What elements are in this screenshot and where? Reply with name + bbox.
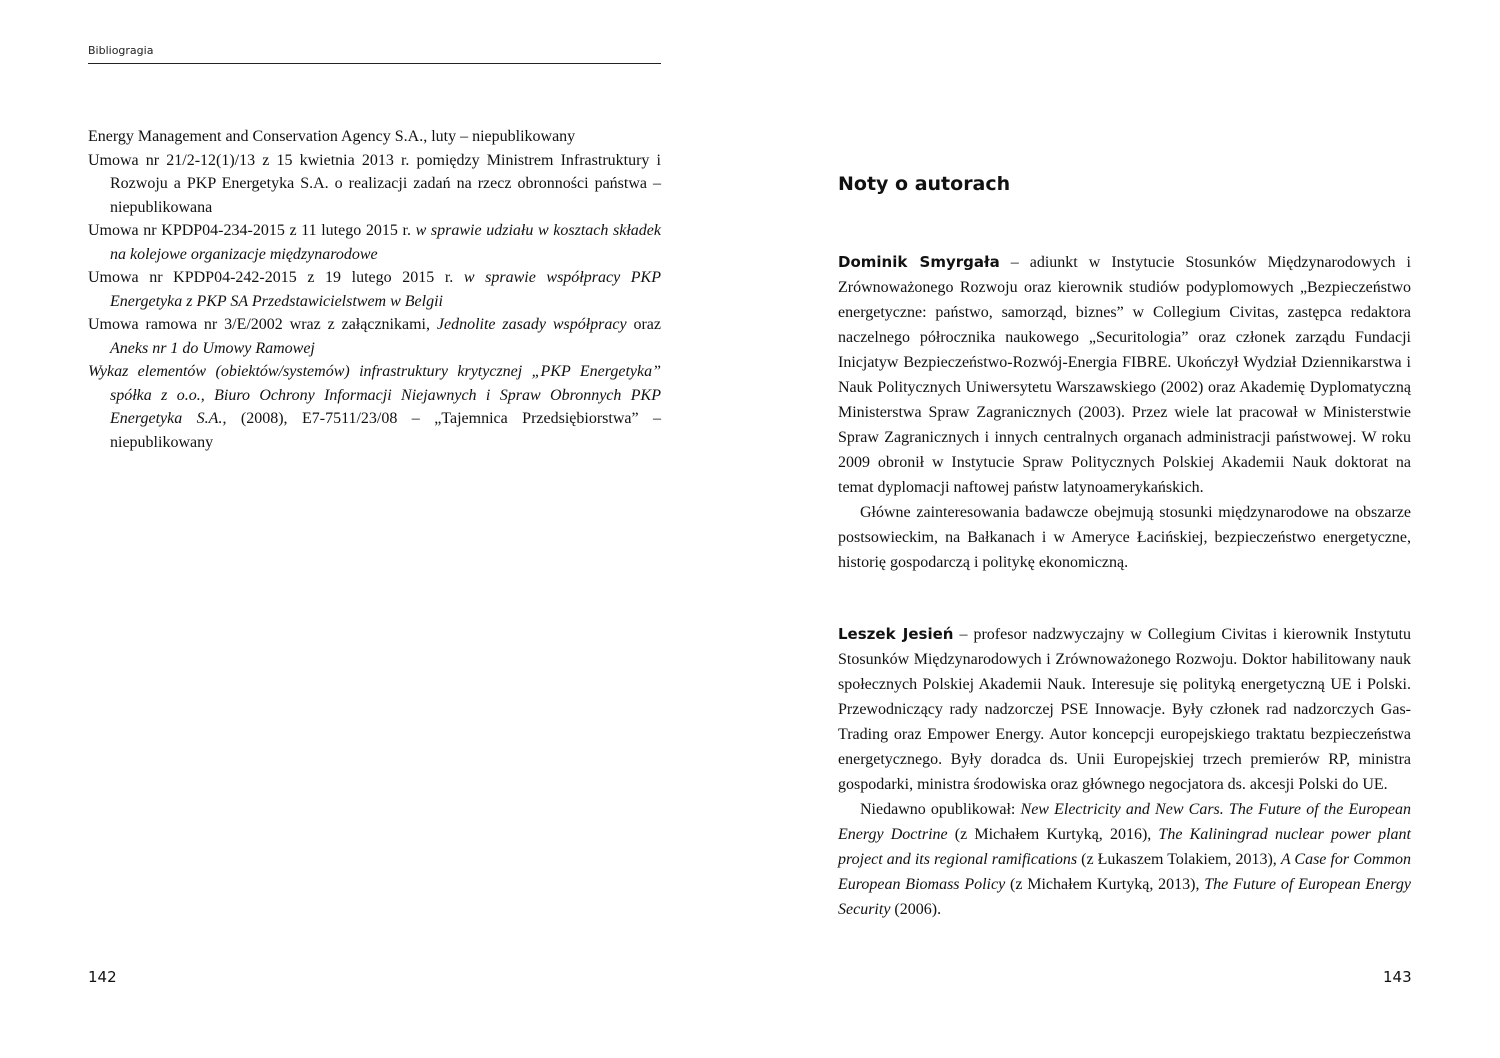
italic-text-segment: w sprawie współpracy PKP Energetyka z PKP SA Przedstawicielstwem w Belgii xyxy=(110,269,661,310)
italic-text-segment: w sprawie udziału w kosztach składek na kolejowe organizacje międzynarodowe xyxy=(110,222,661,263)
text-segment: Niedawno opublikował: xyxy=(860,801,1021,818)
text-segment: – adiunkt w Instytucie Stosunków Międzynarodowych i Zrównoważonego Rozwoju oraz kierownik studiów podyplomowych „Bezpieczeństwo energetyczne: państwo, samorząd, biznes” w Collegium Civitas, zastępca redaktora naczelnego półrocznika naukowego „Securitologia” oraz członek zarządu Fundacji Inicjatyw Bezpieczeństwo-Rozwój-Energia FIBRE. Ukończył Wydział Dziennikarstwa i Nauk Politycznych Uniwersytetu Warszawskiego (2002) oraz Akademię Dyplomatyczną Ministerstwa Spraw Zagranicznych (2003). Przez wiele lat pracował w Ministerstwie Spraw Zagranicznych i innych centralnych organach administracji państwowej. W roku 2009 obronił w Instytucie Spraw Politycznych Polskiej Akademii Nauk doktorat na temat dyplomacji naftowej państw latynoamerykańskich. xyxy=(838,254,1411,496)
text-segment: (z Michałem Kurtyką, 2016), xyxy=(947,826,1159,843)
italic-text-segment: The Kaliningrad nuclear power plant project and its regional ramifications xyxy=(838,826,1412,868)
text-segment: (z Michałem Kurtyką, 2013), xyxy=(1005,876,1205,893)
text-segment: Energy Management and Conservation Agency S.A., luty – niepublikowany xyxy=(88,128,576,145)
italic-text-segment: Wykaz elementów (obiektów/systemów) infrastruktury krytycznej „PKP Energetyka” spółka z o.o., Biuro Ochrony Informacji Niejawnych i Spraw Obronnych PKP Energetyka S.A. xyxy=(88,363,661,427)
italic-text-segment: A Case for Common European Biomass Policy xyxy=(838,851,1412,893)
author-name: Leszek Jesień xyxy=(838,625,954,643)
italic-text-segment: The Future of European Energy Security xyxy=(838,876,1412,918)
text-segment: Umowa nr KPDP04-234-2015 z 11 lutego 2015 r. xyxy=(88,222,416,239)
author-paragraph xyxy=(838,250,1411,500)
right-page xyxy=(750,0,1500,1058)
bibliography-entry xyxy=(88,313,661,360)
page-number-left: 142 xyxy=(88,968,117,986)
author-paragraph xyxy=(838,797,1411,922)
running-head: Bibliogragia xyxy=(88,44,661,64)
section-title: Noty o autorach xyxy=(838,173,1011,195)
text-segment: (2006). xyxy=(890,901,942,918)
author-paragraph xyxy=(838,500,1411,575)
italic-text-segment: Jednolite zasady współpracy xyxy=(436,316,627,333)
bibliography-entry xyxy=(88,149,661,220)
italic-text-segment: Aneks nr 1 do Umowy Ramowej xyxy=(110,339,315,357)
author-name: Dominik Smyrgała xyxy=(838,253,1000,271)
text-segment: , (2008), E7-7511/23/08 – „Tajemnica Przedsiębiorstwa” – niepublikowany xyxy=(110,410,662,451)
bibliography-entry xyxy=(88,360,661,454)
text-segment: – profesor nadzwyczajny w Collegium Civitas i kierownik Instytutu Stosunków Międzynarodowych i Zrównoważonego Rozwoju. Doktor habilitowany nauk społecznych Polskiej Akademii Nauk. Interesuje się polityką energetyczną UE i Polski. Przewodniczący rady nadzorczej PSE Innowacje. Były członek rad nadzorczych Gas-Trading oraz Empower Energy. Autor koncepcji europejskiego traktatu bezpieczeństwa energetycznego. Były doradca ds. Unii Europejskiej trzech premierów RP, ministra gospodarki, ministra środowiska oraz głównego negocjatora ds. akcesji Polski do UE. xyxy=(838,626,1411,793)
bibliography-list xyxy=(88,125,661,454)
bibliography-entry xyxy=(88,266,661,313)
text-segment: Umowa nr KPDP04-242-2015 z 19 lutego 2015 r. xyxy=(88,269,464,286)
text-segment: Główne zainteresowania badawcze obejmują stosunki międzynarodowe na obszarze postsowieckim, na Bałkanach i w Ameryce Łacińskiej, bezpieczeństwo energetyczne, historię gospodarczą i politykę ekonomiczną. xyxy=(838,504,1411,571)
author-note xyxy=(838,250,1411,575)
author-paragraph xyxy=(838,622,1411,797)
text-segment: Umowa nr 21/2-12(1)/13 z 15 kwietnia 2013 r. pomiędzy Ministrem Infrastruktury i Rozwoju a PKP Energetyka S.A. o realizacji zadań na rzecz obronności państwa – niepublikowana xyxy=(88,151,661,216)
text-segment: Umowa ramowa nr 3/E/2002 wraz z załącznikami, xyxy=(88,316,437,333)
text-segment: oraz xyxy=(626,316,661,333)
bibliography-entry xyxy=(88,125,661,149)
bibliography-entry xyxy=(88,219,661,266)
page-number-right: 143 xyxy=(1383,968,1412,986)
text-segment: (z Łukaszem Tolakiem, 2013), xyxy=(1077,851,1281,868)
author-note xyxy=(838,622,1411,922)
italic-text-segment: New Electricity and New Cars. The Future of the European Energy Doctrine xyxy=(838,801,1411,843)
